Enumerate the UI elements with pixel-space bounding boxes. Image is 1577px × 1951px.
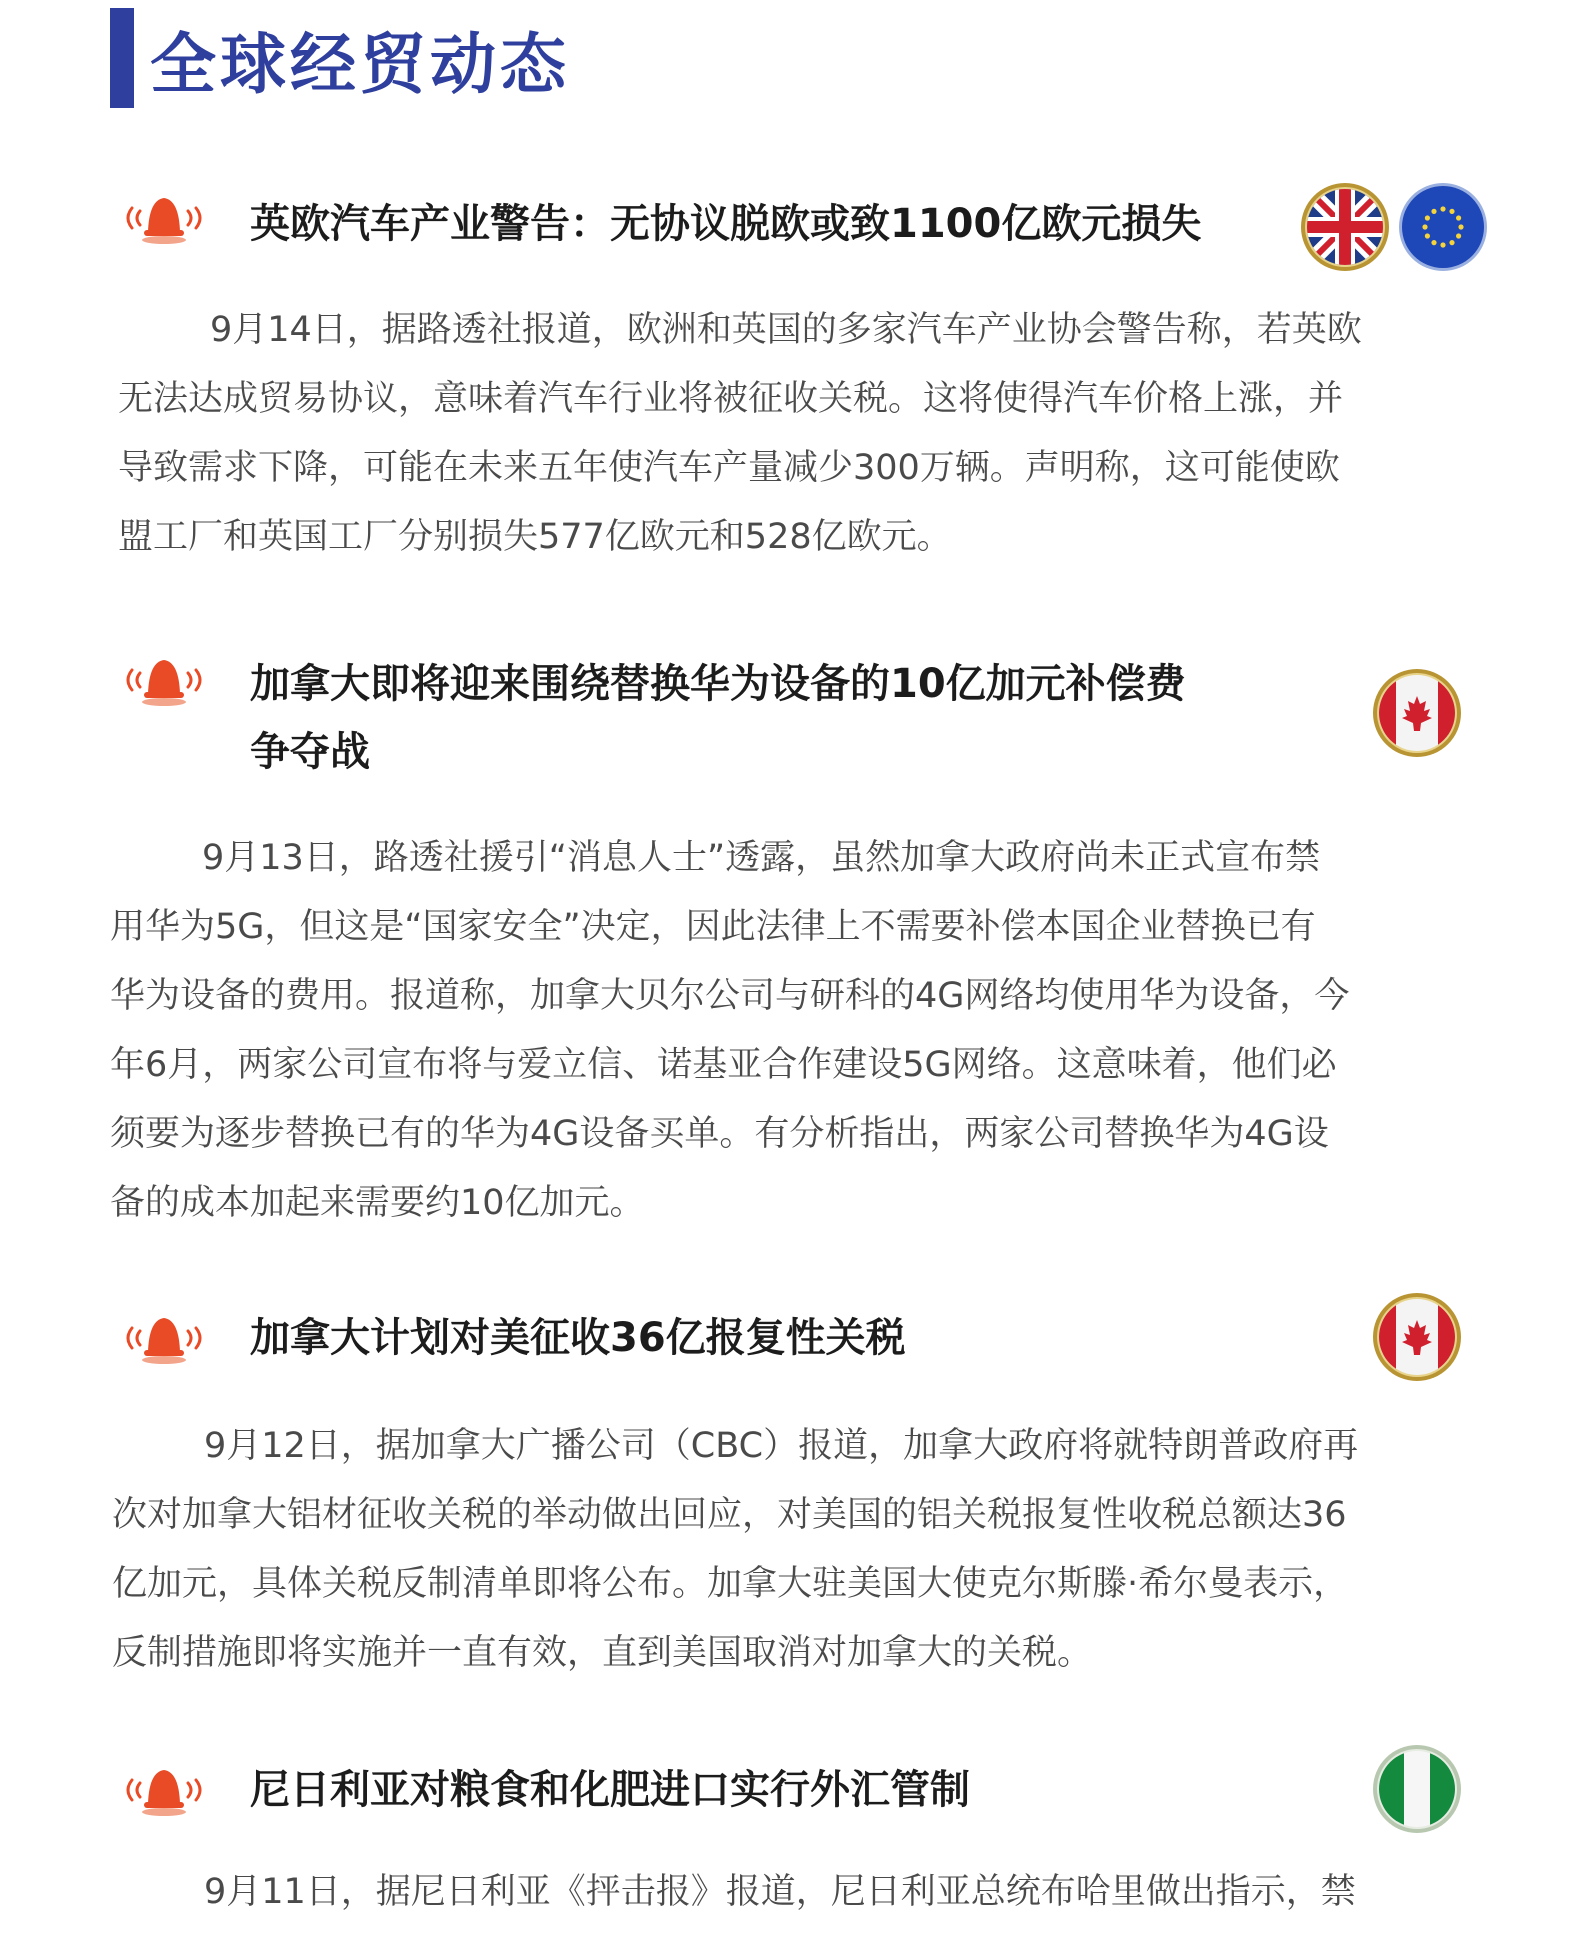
news-headline: [250, 1756, 970, 1824]
headline-line: 加拿大计划对美征收36亿报复性关税: [250, 1315, 906, 1361]
alert-bell-icon: [118, 1762, 210, 1818]
headline-line: 加拿大即将迎来围绕替换华为设备的10亿加元补偿费: [250, 661, 1186, 707]
alert-bell-icon: [118, 190, 210, 246]
news-body: [112, 1412, 1470, 1688]
canada-flag-icon: [1372, 668, 1462, 758]
body-line: 用华为5G，但这是“国家安全”决定，因此法律上不需要补偿本国企业替换已有: [110, 907, 1316, 947]
body-line: 无法达成贸易协议，意味着汽车行业将被征收关税。这将使得汽车价格上涨，并: [118, 379, 1344, 419]
headline-line: 英欧汽车产业警告：无协议脱欧或致1100亿欧元损失: [250, 201, 1202, 247]
body-line: 反制措施即将实施并一直有效，直到美国取消对加拿大的关税。: [112, 1633, 1093, 1673]
body-line: 9月12日，据加拿大广播公司（CBC）报道，加拿大政府将就特朗普政府再: [204, 1426, 1359, 1466]
body-line: 9月14日，据路透社报道，欧洲和英国的多家汽车产业协会警告称，若英欧: [210, 310, 1362, 350]
news-body: [112, 1858, 1470, 1927]
news-headline: [250, 650, 1186, 786]
canada-flag-icon: [1372, 1292, 1462, 1382]
body-line: 须要为逐步替换已有的华为4G设备买单。有分析指出，两家公司替换华为4G设: [110, 1114, 1329, 1154]
body-line: 次对加拿大铝材征收关税的举动做出回应，对美国的铝关税报复性收税总额达36: [112, 1495, 1347, 1535]
eu-flag-icon: [1398, 182, 1488, 272]
page-title: 全球经贸动态: [150, 25, 570, 103]
news-body: [118, 296, 1468, 572]
news-headline: [250, 190, 1201, 258]
header-accent-bar: [110, 8, 134, 108]
uk-flag-icon: [1300, 182, 1390, 272]
nigeria-flag-icon: [1372, 1744, 1462, 1834]
news-headline: [250, 1304, 906, 1372]
body-line: 盟工厂和英国工厂分别损失577亿欧元和528亿欧元。: [118, 517, 952, 557]
section-header: [110, 8, 570, 108]
alert-bell-icon: [118, 1310, 210, 1366]
headline-line: 争夺战: [250, 729, 370, 775]
body-line: 导致需求下降，可能在未来五年使汽车产量减少300万辆。声明称，这可能使欧: [118, 448, 1340, 488]
body-line: 亿加元，具体关税反制清单即将公布。加拿大驻美国大使克尔斯滕·希尔曼表示，: [112, 1564, 1349, 1604]
news-body: [110, 824, 1470, 1238]
body-line: 9月13日，路透社援引“消息人士”透露，虽然加拿大政府尚未正式宣布禁: [202, 838, 1321, 878]
headline-line: 尼日利亚对粮食和化肥进口实行外汇管制: [250, 1767, 970, 1813]
body-line: 华为设备的费用。报道称，加拿大贝尔公司与研科的4G网络均使用华为设备，今: [110, 976, 1350, 1016]
body-line: 备的成本加起来需要约10亿加元。: [110, 1183, 645, 1223]
body-line: 9月11日，据尼日利亚《抨击报》报道，尼日利亚总统布哈里做出指示，禁: [204, 1872, 1356, 1912]
body-line: 年6月，两家公司宣布将与爱立信、诺基亚合作建设5G网络。这意味着，他们必: [110, 1045, 1337, 1085]
alert-bell-icon: [118, 652, 210, 708]
